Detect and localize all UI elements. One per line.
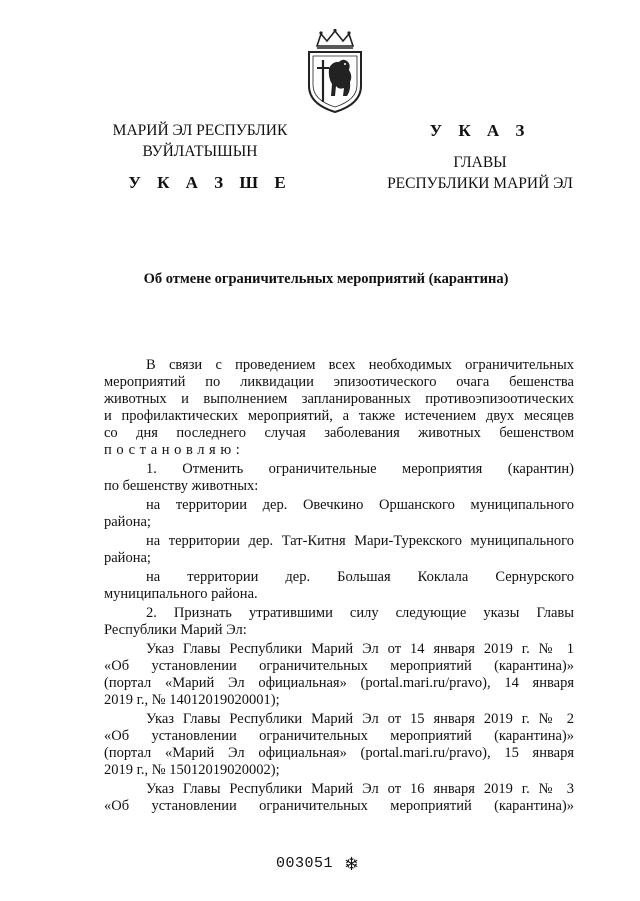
header-left-decree-label: У К А З Ш Е bbox=[128, 173, 292, 192]
header-left-line-1: МАРИЙ ЭЛ РЕСПУБЛИК bbox=[112, 122, 288, 139]
body-line: муниципального района. bbox=[104, 586, 258, 602]
body-line: (портал «Марий Эл официальная» (portal.mari.ru/pravo), 15 января bbox=[104, 745, 574, 761]
body-line: мероприятий по ликвидации эпизоотического очага бешенства bbox=[104, 374, 574, 390]
body-line: постановляю: bbox=[104, 442, 245, 458]
header-left-line-2: ВУЙЛАТЫШЫН bbox=[142, 143, 258, 160]
body-line: на территории дер. Тат-Китня Мари-Турекского муниципального bbox=[146, 533, 574, 549]
body-line: животных и выполнением запланированных противоэпизоотических bbox=[104, 391, 574, 407]
snowflake-mark-icon: ❄ bbox=[344, 854, 360, 874]
body-line: со дня последнего случая заболевания животных бешенством bbox=[104, 425, 574, 441]
document-title: Об отмене ограничительных мероприятий (карантина) bbox=[143, 271, 509, 287]
body-line: (портал «Марий Эл официальная» (portal.mari.ru/pravo), 14 января bbox=[104, 675, 574, 691]
header-right-line-3: РЕСПУБЛИКИ МАРИЙ ЭЛ bbox=[387, 175, 573, 192]
body-line: по бешенству животных: bbox=[104, 478, 259, 494]
body-line: на территории дер. Большая Коклала Сернурского bbox=[146, 569, 574, 585]
body-line: 1. Отменить ограничительные мероприятия (карантин) bbox=[146, 461, 574, 477]
header-right-line-2: ГЛАВЫ bbox=[453, 154, 507, 171]
body-line: Указ Главы Республики Марий Эл от 14 января 2019 г. № 1 bbox=[146, 641, 574, 657]
body-line: на территории дер. Овечкино Оршанского муниципального bbox=[146, 497, 574, 513]
body-line: В связи с проведением всех необходимых ограничительных bbox=[146, 357, 574, 373]
body-line: Указ Главы Республики Марий Эл от 15 января 2019 г. № 2 bbox=[146, 711, 574, 727]
header-right-decree-label: У К А З bbox=[429, 121, 531, 140]
body-line: Указ Главы Республики Марий Эл от 16 января 2019 г. № 3 bbox=[146, 781, 574, 797]
body-line: «Об установлении ограничительных мероприятий (карантина)» bbox=[104, 798, 574, 814]
body-line: района; bbox=[104, 550, 151, 566]
body-line: «Об установлении ограничительных мероприятий (карантина)» bbox=[104, 658, 574, 674]
body-line: и профилактических мероприятий, а также истечением двух месяцев bbox=[104, 408, 574, 424]
body-line: «Об установлении ограничительных мероприятий (карантина)» bbox=[104, 728, 574, 744]
coat-of-arms-icon bbox=[303, 28, 367, 114]
body-line: 2. Признать утратившими силу следующие указы Главы bbox=[146, 605, 574, 621]
body-line: 2019 г., № 15012019020002); bbox=[104, 762, 280, 778]
body-line: 2019 г., № 14012019020001); bbox=[104, 692, 280, 708]
body-line: района; bbox=[104, 514, 151, 530]
document-serial-number: 003051 bbox=[276, 855, 334, 872]
body-line: Республики Марий Эл: bbox=[104, 622, 247, 638]
